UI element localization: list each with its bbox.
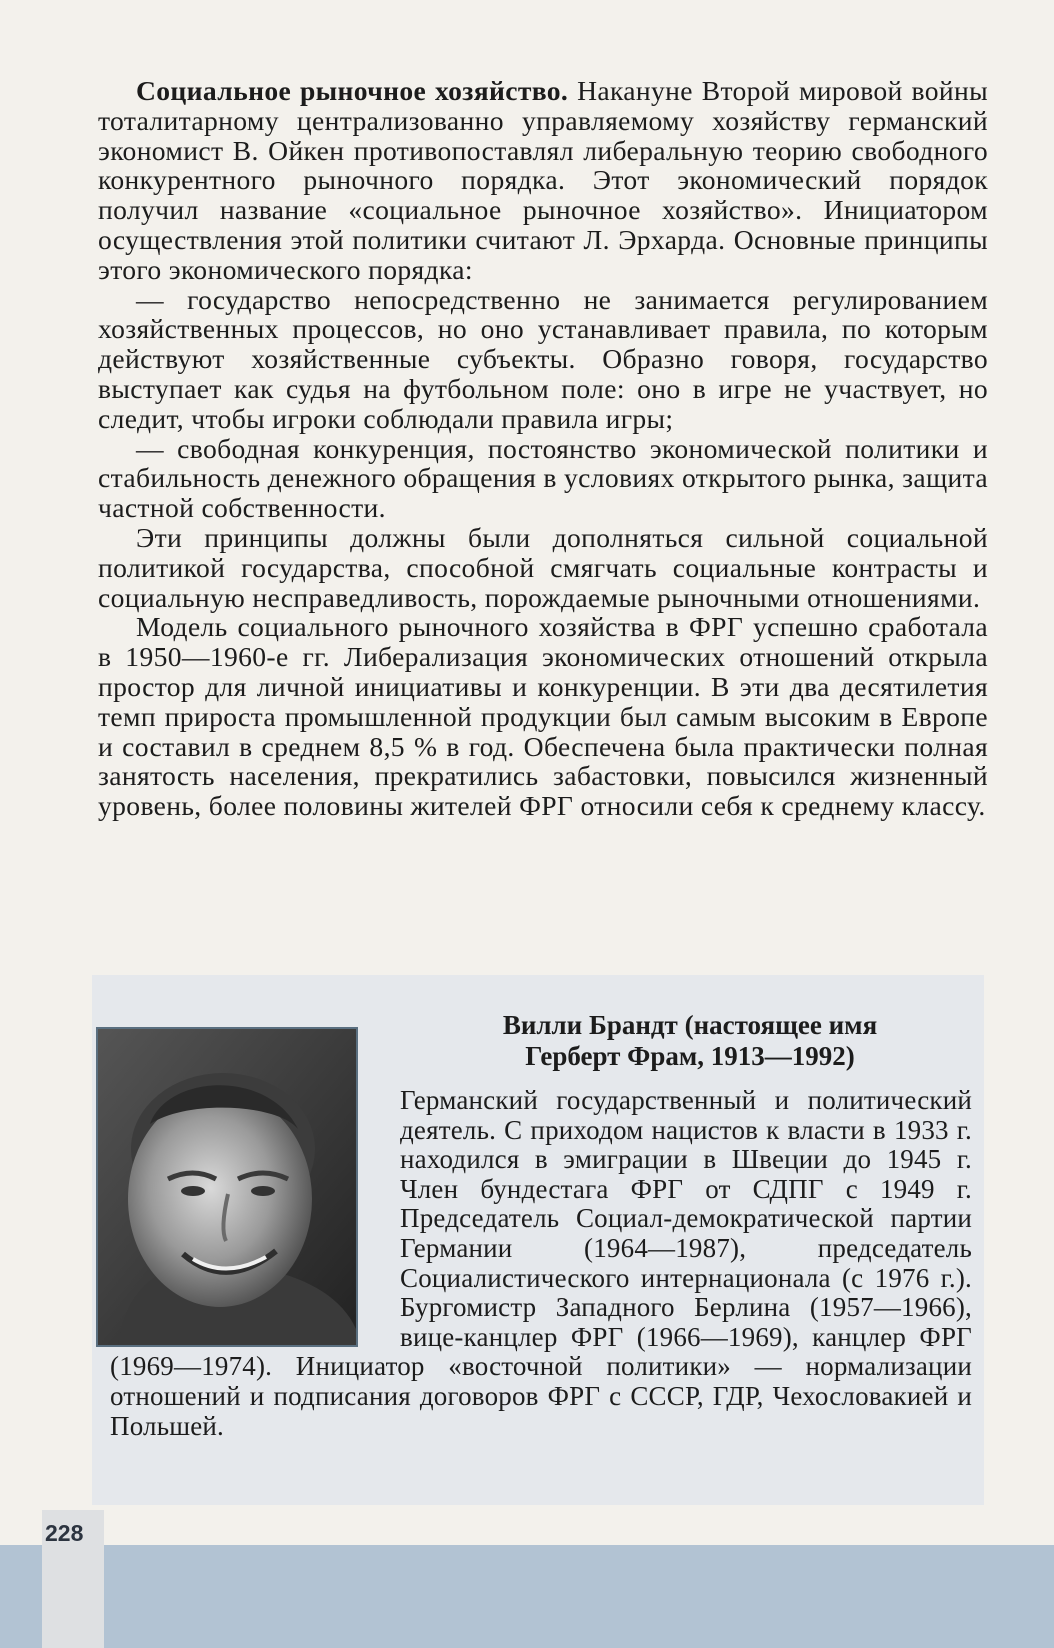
paragraph-principle-2: — свободная конкуренция, постоянство экономической политики и стабильность денежного обращения в условиях открытого рынка, защита частной собственности.: [98, 432, 989, 524]
paragraph-principle-1: — государство непосредственно не занимается регулированием хозяйственных процессов, но оно устанавливает правила, по которым действуют хозяйственные субъекты. Образно говоря, государство выступает как судья на футбольном поле: оно в игре не участвует, но следит, чтобы игроки соблюдали правила игры;: [98, 283, 988, 434]
paragraph-intro-text: Накануне Второй мировой войны тоталитарному централизованно управляемому хозяйству германский экономист В. Ойкен противопоставлял либеральную теорию свободного конкурентного рыночного порядка. Этот экономический порядок получил название «социальное рыночное хозяйство». Инициатором осуществления этой политики считают Л. Эрхарда. Основные принципы этого экономического порядка:: [98, 75, 988, 285]
biography-title-line-1: Вилли Брандт (настоящее имя: [502, 1010, 878, 1040]
section-title: Социальное рыночное хозяйство.: [136, 75, 569, 106]
biography-title-line-2: Герберт Фрам, 1913—1992): [525, 1041, 855, 1071]
photo-spacer: [110, 1086, 400, 1352]
page-number: 228: [45, 1520, 84, 1546]
paragraph-intro: [98, 76, 988, 285]
main-text: [98, 76, 988, 821]
biography-title: [400, 1010, 980, 1072]
paragraph-model-results: Модель социального рыночного хозяйства в ФРГ успешно сработала в 1950—1960-е гг. Либерализация экономических отношений открыла простор для личной инициативы и конкуренции. В эти два десятилетия темп прироста промышленной продукции был самым высоким в Европе и составил в среднем 8,5 % в год. Обеспечена была практически полная занятость населения, прекратились забастовки, повысился жизненный уровень, более половины жителей ФРГ относили себя к среднему классу.: [98, 611, 988, 822]
paragraph-social-policy: Эти принципы должны были дополняться сильной социальной политикой государства, способной смягчать социальные контрасты и социальную несправедливость, порождаемые рыночными отношениями.: [98, 521, 988, 613]
footer-band: [0, 1545, 1054, 1648]
biography-paragraph: Германский государственный и политический деятель. С приходом нацистов к власти в 1933 г. находился в эмиграции в Швеции до 1945 г. Член бундестага ФРГ от СДПГ с 1949 г. Председатель Социал-демократической партии Германии (1964—1987), председатель Социалистического интернационала (с 1976 г.). Бургомистр Западного Берлина (1957—1966), вице-канцлер ФРГ (1966—1969), канцлер ФРГ (1969—1974). Инициатор «восточной политики» — нормализации отношений и подписания договоров ФРГ с СССР, ГДР, Чехословакией и Польшей.: [110, 1085, 972, 1441]
biography-text: [110, 1086, 972, 1441]
